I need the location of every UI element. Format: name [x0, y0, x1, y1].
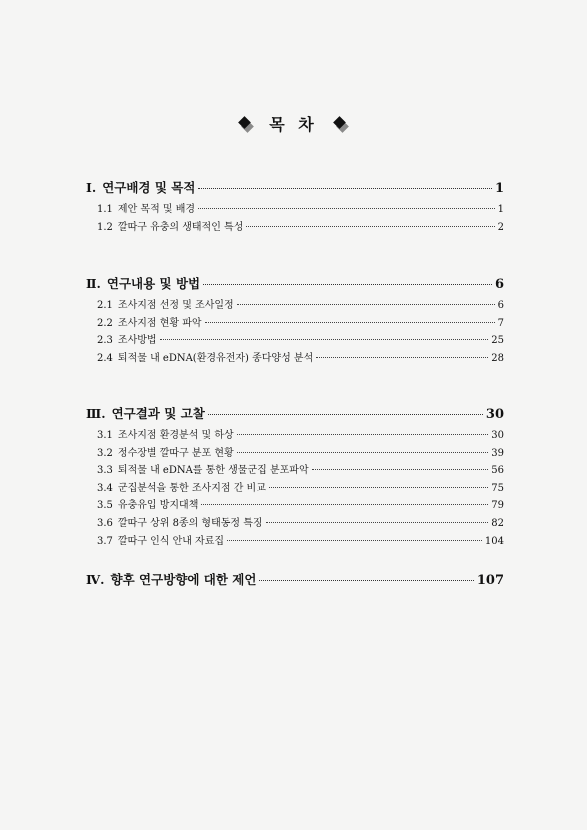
entry-number: 2.4 [97, 352, 113, 364]
toc-section [86, 570, 504, 592]
entry-page-number: 30 [491, 430, 504, 441]
toc-entry[interactable] [97, 496, 504, 514]
entry-title: 깔따구 상위 8종의 형태동정 특징 [117, 517, 263, 529]
entry-title: 조사지점 현황 파악 [117, 317, 202, 329]
toc-section-heading[interactable] [86, 274, 504, 296]
section-title: 연구배경 및 목적 [102, 180, 196, 195]
entry-number: 3.6 [97, 517, 113, 529]
dot-leader [198, 208, 495, 209]
toc-entry[interactable] [97, 444, 504, 462]
entry-page-number: 1 [497, 204, 504, 215]
entry-number: 1.2 [97, 221, 113, 233]
entry-page-number: 7 [497, 317, 504, 329]
dot-leader [237, 304, 495, 305]
toc-entry[interactable] [97, 532, 504, 550]
toc-entry[interactable] [97, 218, 504, 236]
entry-page-number: 6 [497, 300, 504, 311]
entry-page-number: 56 [491, 465, 504, 477]
dot-leader [203, 284, 492, 285]
diamond-bullet-icon [334, 117, 348, 131]
dot-leader [201, 504, 488, 505]
entry-page-number: 104 [484, 535, 504, 547]
entry-number: 2.3 [97, 335, 113, 347]
dot-leader [312, 469, 489, 470]
toc-section-heading[interactable] [86, 404, 504, 426]
entry-number: 1.1 [97, 204, 113, 215]
section-number: Ⅰ. [86, 180, 97, 195]
entry-title: 퇴적물 내 eDNA를 통한 생물군집 분포파악 [117, 465, 309, 477]
entry-number: 3.5 [97, 500, 113, 512]
entry-number: 2.2 [97, 317, 113, 329]
entry-title: 제안 목적 및 배경 [117, 204, 196, 215]
toc-section [86, 274, 504, 366]
entry-number: 3.3 [97, 465, 113, 477]
toc-section-heading[interactable] [86, 570, 504, 592]
dot-leader [160, 339, 489, 340]
dot-leader [246, 226, 494, 227]
section-number: Ⅳ. [86, 572, 105, 587]
entry-title: 정수장별 깔따구 분포 현황 [117, 447, 234, 459]
dot-leader [266, 522, 489, 523]
entry-title: 유충유입 방지대책 [117, 500, 199, 512]
section-title: 연구내용 및 방법 [106, 276, 201, 291]
entry-number: 3.1 [97, 430, 113, 441]
dot-leader [269, 487, 488, 488]
dot-leader [205, 322, 495, 323]
dot-leader [237, 434, 489, 435]
section-number: Ⅱ. [86, 276, 101, 291]
section-title: 연구결과 및 고찰 [111, 406, 205, 421]
dot-leader [198, 188, 492, 189]
entry-number: 3.7 [97, 535, 113, 547]
entry-title: 깔따구 인식 안내 자료집 [117, 535, 225, 547]
entry-page-number: 79 [491, 500, 504, 512]
entry-title: 퇴적물 내 eDNA(환경유전자) 종다양성 분석 [117, 352, 314, 364]
entry-number: 3.4 [97, 482, 113, 494]
toc-title-text: 목 차 [269, 115, 318, 134]
entry-number: 3.2 [97, 447, 113, 459]
dot-leader [316, 357, 488, 358]
dot-leader [227, 540, 482, 541]
entry-title: 깔따구 유충의 생태적인 특성 [117, 221, 244, 233]
dot-leader [259, 580, 473, 581]
toc-section [86, 178, 504, 235]
section-page-number: 30 [485, 407, 504, 422]
dot-leader [208, 414, 483, 415]
entry-title: 조사지점 선정 및 조사일정 [117, 300, 234, 311]
dot-leader [237, 452, 489, 453]
toc-entry[interactable] [97, 314, 504, 332]
toc-entry[interactable] [97, 200, 504, 218]
section-page-number: 6 [494, 277, 504, 292]
section-number: Ⅲ. [86, 406, 106, 421]
toc-entry[interactable] [97, 349, 504, 367]
entry-page-number: 2 [497, 221, 504, 233]
section-title: 향후 연구방향에 대한 제언 [110, 572, 257, 587]
entry-number: 2.1 [97, 300, 113, 311]
toc-entry[interactable] [97, 514, 504, 532]
toc-title [0, 112, 587, 135]
entry-page-number: 25 [491, 335, 504, 347]
toc-entry[interactable] [97, 479, 504, 497]
toc-section-heading[interactable] [86, 178, 504, 200]
entry-page-number: 82 [491, 517, 504, 529]
toc-entry[interactable] [97, 296, 504, 314]
entry-page-number: 28 [491, 352, 504, 364]
toc-entry[interactable] [97, 461, 504, 479]
entry-title: 군집분석을 통한 조사지점 간 비교 [117, 482, 266, 494]
entry-title: 조사방법 [117, 335, 157, 347]
toc-section [86, 404, 504, 549]
toc-entry[interactable] [97, 331, 504, 349]
section-page-number: 1 [494, 181, 504, 196]
section-page-number: 107 [476, 573, 504, 588]
entry-page-number: 39 [491, 447, 504, 459]
toc-entry[interactable] [97, 426, 504, 444]
diamond-bullet-icon [239, 117, 253, 131]
entry-title: 조사지점 환경분석 및 하상 [117, 430, 234, 441]
entry-page-number: 75 [491, 482, 504, 494]
